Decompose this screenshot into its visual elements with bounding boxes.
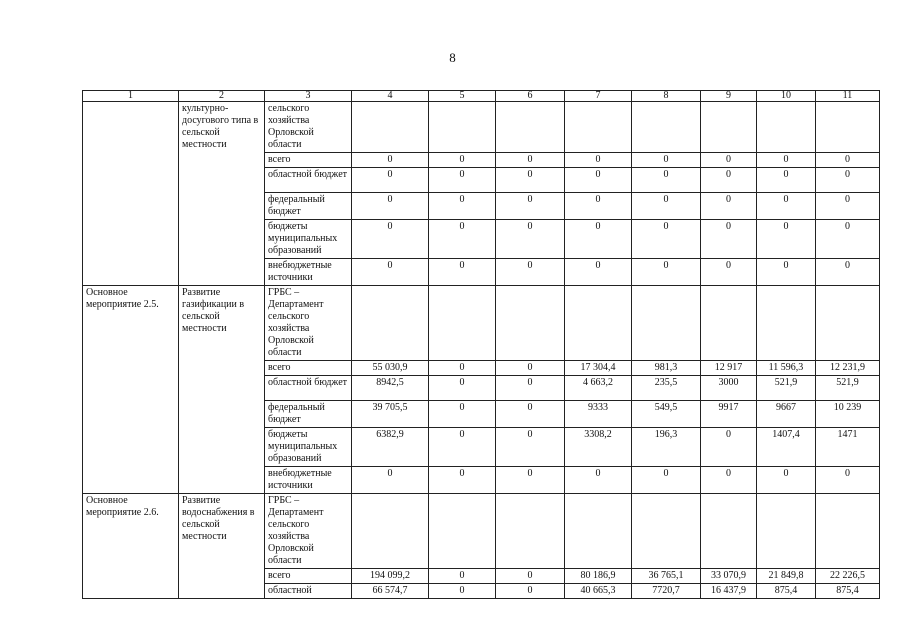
responsible-executor: сельского хозяйства Орловской области	[265, 102, 352, 153]
value-cell: 10 239	[816, 401, 880, 428]
value-cell: 0	[429, 361, 496, 376]
value-cell: 0	[701, 153, 757, 168]
value-cell: 80 186,9	[565, 569, 632, 584]
value-cell: 0	[496, 259, 565, 286]
measure-code-empty	[83, 102, 179, 286]
value-cell: 0	[429, 376, 496, 401]
value-cell: 875,4	[816, 584, 880, 599]
value-cell: 0	[565, 168, 632, 193]
value-cell: 55 030,9	[352, 361, 429, 376]
empty-cell	[632, 494, 701, 569]
column-header: 11	[816, 91, 880, 102]
value-cell: 0	[429, 428, 496, 467]
empty-cell	[565, 286, 632, 361]
responsible-executor: ГРБС – Департамент сельского хозяйства Орловской области	[265, 286, 352, 361]
empty-cell	[496, 494, 565, 569]
value-cell: 36 765,1	[632, 569, 701, 584]
budget-table	[82, 90, 880, 599]
value-cell: 33 070,9	[701, 569, 757, 584]
value-cell: 0	[816, 153, 880, 168]
value-cell: 0	[496, 168, 565, 193]
value-cell: 21 849,8	[757, 569, 816, 584]
value-cell: 9917	[701, 401, 757, 428]
value-cell: 0	[496, 584, 565, 599]
value-cell: 0	[757, 467, 816, 494]
value-cell: 0	[757, 168, 816, 193]
column-header: 9	[701, 91, 757, 102]
funding-source-label: федеральный бюджет	[265, 401, 352, 428]
funding-source-label: федеральный бюджет	[265, 193, 352, 220]
value-cell: 0	[632, 259, 701, 286]
value-cell: 17 304,4	[565, 361, 632, 376]
measure-header-row	[83, 286, 880, 361]
empty-cell	[757, 286, 816, 361]
empty-cell	[632, 286, 701, 361]
value-cell: 875,4	[757, 584, 816, 599]
empty-cell	[757, 494, 816, 569]
value-cell: 0	[701, 220, 757, 259]
value-cell: 0	[496, 153, 565, 168]
value-cell: 0	[701, 259, 757, 286]
value-cell: 0	[757, 220, 816, 259]
empty-cell	[429, 286, 496, 361]
funding-source-label: всего	[265, 153, 352, 168]
empty-cell	[757, 102, 816, 153]
value-cell: 0	[701, 168, 757, 193]
value-cell: 0	[352, 168, 429, 193]
empty-cell	[352, 286, 429, 361]
column-header: 10	[757, 91, 816, 102]
value-cell: 0	[565, 220, 632, 259]
measure-title: культурно-досугового типа в сельской местности	[179, 102, 265, 286]
empty-cell	[565, 494, 632, 569]
value-cell: 0	[816, 168, 880, 193]
column-number-row	[83, 91, 880, 102]
empty-cell	[496, 286, 565, 361]
value-cell: 521,9	[757, 376, 816, 401]
empty-cell	[632, 102, 701, 153]
value-cell: 0	[757, 153, 816, 168]
value-cell: 0	[429, 259, 496, 286]
value-cell: 3000	[701, 376, 757, 401]
value-cell: 1407,4	[757, 428, 816, 467]
value-cell: 0	[816, 193, 880, 220]
column-header: 4	[352, 91, 429, 102]
value-cell: 0	[632, 467, 701, 494]
value-cell: 0	[496, 376, 565, 401]
empty-cell	[565, 102, 632, 153]
value-cell: 0	[816, 467, 880, 494]
value-cell: 11 596,3	[757, 361, 816, 376]
value-cell: 9667	[757, 401, 816, 428]
value-cell: 0	[429, 153, 496, 168]
empty-cell	[816, 102, 880, 153]
value-cell: 3308,2	[565, 428, 632, 467]
value-cell: 0	[565, 259, 632, 286]
measure-title: Развитие газификации в сельской местности	[179, 286, 265, 494]
value-cell: 4 663,2	[565, 376, 632, 401]
value-cell: 0	[632, 193, 701, 220]
value-cell: 0	[429, 193, 496, 220]
value-cell: 0	[429, 220, 496, 259]
column-header: 1	[83, 91, 179, 102]
value-cell: 16 437,9	[701, 584, 757, 599]
funding-source-label: всего	[265, 569, 352, 584]
value-cell: 0	[429, 168, 496, 193]
value-cell: 0	[757, 193, 816, 220]
value-cell: 0	[496, 401, 565, 428]
funding-source-label: всего	[265, 361, 352, 376]
value-cell: 0	[496, 467, 565, 494]
column-header: 2	[179, 91, 265, 102]
empty-cell	[816, 494, 880, 569]
value-cell: 0	[816, 220, 880, 259]
value-cell: 0	[352, 467, 429, 494]
value-cell: 0	[352, 220, 429, 259]
empty-cell	[816, 286, 880, 361]
value-cell: 66 574,7	[352, 584, 429, 599]
value-cell: 0	[816, 259, 880, 286]
value-cell: 1471	[816, 428, 880, 467]
measure-title: Развитие водоснабжения в сельской местности	[179, 494, 265, 599]
value-cell: 0	[565, 467, 632, 494]
empty-cell	[352, 494, 429, 569]
page-number: 8	[449, 50, 456, 65]
value-cell: 0	[429, 584, 496, 599]
value-cell: 12 917	[701, 361, 757, 376]
column-header: 3	[265, 91, 352, 102]
empty-cell	[701, 286, 757, 361]
column-header: 6	[496, 91, 565, 102]
value-cell: 0	[496, 569, 565, 584]
value-cell: 39 705,5	[352, 401, 429, 428]
column-header: 5	[429, 91, 496, 102]
value-cell: 0	[632, 153, 701, 168]
measure-code: Основное мероприятие 2.5.	[83, 286, 179, 494]
table-body	[83, 91, 880, 599]
value-cell: 194 099,2	[352, 569, 429, 584]
value-cell: 0	[701, 193, 757, 220]
value-cell: 0	[632, 220, 701, 259]
measure-code: Основное мероприятие 2.6.	[83, 494, 179, 599]
value-cell: 0	[565, 193, 632, 220]
value-cell: 22 226,5	[816, 569, 880, 584]
value-cell: 0	[496, 193, 565, 220]
value-cell: 235,5	[632, 376, 701, 401]
value-cell: 0	[429, 401, 496, 428]
value-cell: 0	[352, 259, 429, 286]
value-cell: 0	[352, 193, 429, 220]
value-cell: 0	[757, 259, 816, 286]
funding-source-label: областной бюджет	[265, 376, 352, 401]
value-cell: 0	[496, 361, 565, 376]
empty-cell	[496, 102, 565, 153]
value-cell: 0	[701, 428, 757, 467]
funding-source-label: внебюджетные источники	[265, 259, 352, 286]
value-cell: 196,3	[632, 428, 701, 467]
value-cell: 7720,7	[632, 584, 701, 599]
value-cell: 0	[429, 569, 496, 584]
column-header: 8	[632, 91, 701, 102]
empty-cell	[429, 102, 496, 153]
value-cell: 0	[632, 168, 701, 193]
value-cell: 6382,9	[352, 428, 429, 467]
funding-source-label: бюджеты муниципальных образований	[265, 220, 352, 259]
value-cell: 0	[429, 467, 496, 494]
value-cell: 0	[496, 428, 565, 467]
value-cell: 0	[352, 153, 429, 168]
funding-source-label: областной бюджет	[265, 168, 352, 193]
value-cell: 981,3	[632, 361, 701, 376]
empty-cell	[701, 494, 757, 569]
value-cell: 8942,5	[352, 376, 429, 401]
measure-header-row	[83, 494, 880, 569]
funding-source-label: внебюджетные источники	[265, 467, 352, 494]
empty-cell	[352, 102, 429, 153]
value-cell: 521,9	[816, 376, 880, 401]
value-cell: 40 665,3	[565, 584, 632, 599]
value-cell: 549,5	[632, 401, 701, 428]
empty-cell	[701, 102, 757, 153]
funding-source-label: областной	[265, 584, 352, 599]
column-header: 7	[565, 91, 632, 102]
value-cell: 0	[565, 153, 632, 168]
responsible-executor: ГРБС – Департамент сельского хозяйства Орловской области	[265, 494, 352, 569]
value-cell: 12 231,9	[816, 361, 880, 376]
value-cell: 0	[701, 467, 757, 494]
value-cell: 9333	[565, 401, 632, 428]
measure-header-row	[83, 102, 880, 153]
empty-cell	[429, 494, 496, 569]
value-cell: 0	[496, 220, 565, 259]
funding-source-label: бюджеты муниципальных образований	[265, 428, 352, 467]
